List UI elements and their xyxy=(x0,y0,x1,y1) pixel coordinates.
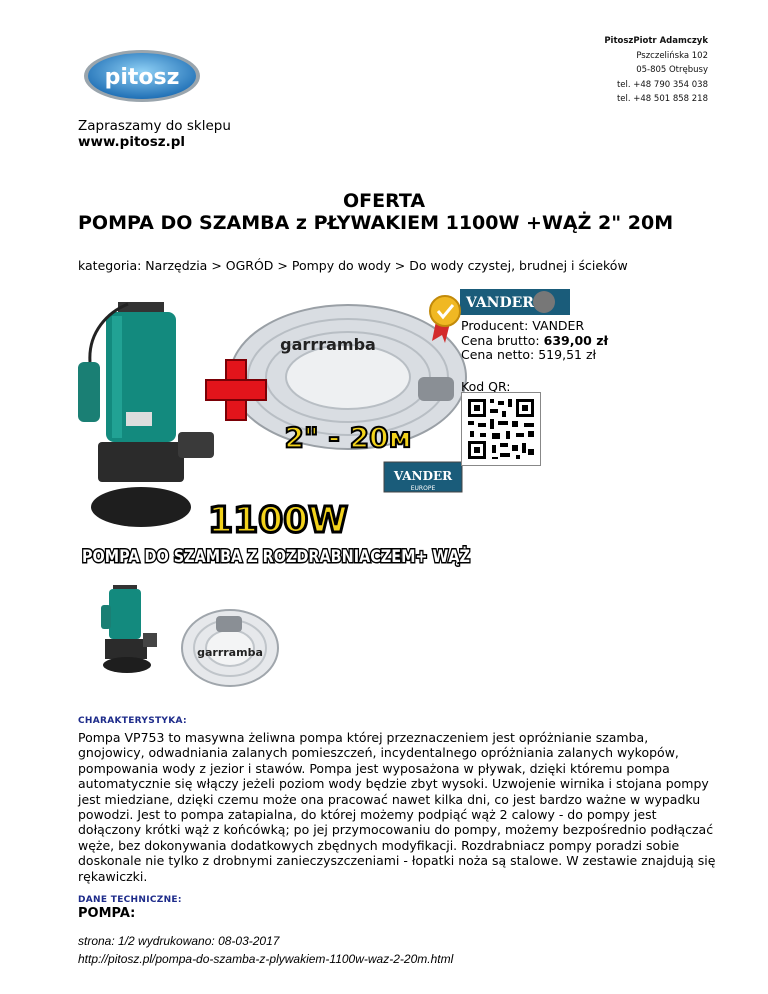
page-footer xyxy=(78,932,453,968)
hose-brand-text: garrramba xyxy=(280,335,376,354)
vander-logo xyxy=(460,289,570,315)
pompa-heading: POMPA: xyxy=(78,906,136,921)
price-brutto-row xyxy=(461,334,608,349)
svg-text:pitosz: pitosz xyxy=(104,65,180,90)
thumbnail-pump[interactable] xyxy=(95,575,165,675)
company-name: PitoszPiotr Adamczyk xyxy=(604,36,708,46)
pitosz-logo xyxy=(82,48,202,104)
producer-label: Producent: xyxy=(461,318,529,333)
qr-label: Kod QR: xyxy=(461,379,511,394)
svg-text:VANDER: VANDER xyxy=(466,295,534,311)
price-netto-value: 519,51 zł xyxy=(538,347,597,362)
phone-1: tel. +48 790 354 038 xyxy=(616,79,708,90)
category-breadcrumb: kategoria: Narzędzia > OGRÓD > Pompy do wody > Do wody czystej, brudnej i ścieków xyxy=(78,258,628,273)
producer-row xyxy=(461,319,608,334)
product-description: Pompa VP753 to masywna żeliwna pompa której przeznaczeniem jest opróżnianie szamba, gnojowicy, odwadniania zalanych pomieszczeń, incydentalnego opróżniania zalanych wykopów, pompowania wody z jezior i stawów. Pompa jest wyposażona w pływak, dzięki któremu pompa automatycznie się włączy jeżeli poziom wody będzie zbyt wysoki. Uzwojenie wirnika i stojana pompy jest miedziane, dzięki czemu może ona pracować nawet kilka dni, co jest bardzo ważne w wypadku powodzi. Jest to pompa zatapialna, do której możemy podpiąć wąż 2 calowy - do pompy jest dołączony krótki wąż z końcówką; po jej przymocowaniu do pompy, możemy bezpośrednio podłączać węże, bez dokonywania dodatkowych zbędnych modyfikacji. Rozdrabniacz pompy poradzi sobie doskonale nie tylko z drobnymi zanieczyszczeniami - łopatki noża są stalowe. W zestawie znajdują się rękawiczki. xyxy=(78,730,716,884)
footer-url[interactable]: http://pitosz.pl/pompa-do-szamba-z-plywakiem-1100w-waz-2-20m.html xyxy=(78,952,454,966)
svg-text:VANDER: VANDER xyxy=(393,469,453,483)
city: 05-805 Otrębusy xyxy=(636,65,708,75)
offer-label: OFERTA xyxy=(342,190,426,212)
power-text: 1100W xyxy=(208,500,348,541)
qr-code xyxy=(461,392,541,466)
price-brutto-label: Cena brutto: xyxy=(461,332,540,348)
producer-value: VANDER xyxy=(532,318,585,333)
price-brutto-value: 639,00 zł xyxy=(543,332,609,348)
welcome-block xyxy=(78,118,231,150)
price-netto-label: Cena netto: xyxy=(461,347,535,362)
thumbnail-hose[interactable] xyxy=(180,598,280,688)
product-title: POMPA DO SZAMBA z PŁYWAKIEM 1100W +WĄŻ 2" 20M xyxy=(78,212,674,234)
characteristics-heading: CHARAKTERYSTYKA: xyxy=(78,716,187,726)
quality-badge-icon xyxy=(428,293,462,343)
svg-text:garrramba: garrramba xyxy=(197,646,263,659)
svg-text:EUROPE: EUROPE xyxy=(410,485,436,492)
footer-page-info: strona: 1/2 wydrukowano: 08-03-2017 xyxy=(78,934,280,948)
price-netto-row xyxy=(461,348,608,363)
welcome-text: Zapraszamy do sklepu xyxy=(78,118,231,134)
hose-size-text: 2" - 20м xyxy=(284,421,412,454)
image-caption: POMPA DO SZAMBA Z ROZDRABNIACZEM+ WĄŻ xyxy=(82,547,540,567)
vander-badge xyxy=(384,462,462,492)
phone-2: tel. +48 501 858 218 xyxy=(616,94,708,104)
contact-block xyxy=(604,34,708,107)
product-info xyxy=(461,319,608,363)
shop-url[interactable]: www.pitosz.pl xyxy=(78,134,186,150)
pump-graphic xyxy=(78,302,214,527)
street: Pszczelińska 102 xyxy=(636,50,708,61)
tech-data-heading: DANE TECHNICZNE: xyxy=(78,895,182,905)
